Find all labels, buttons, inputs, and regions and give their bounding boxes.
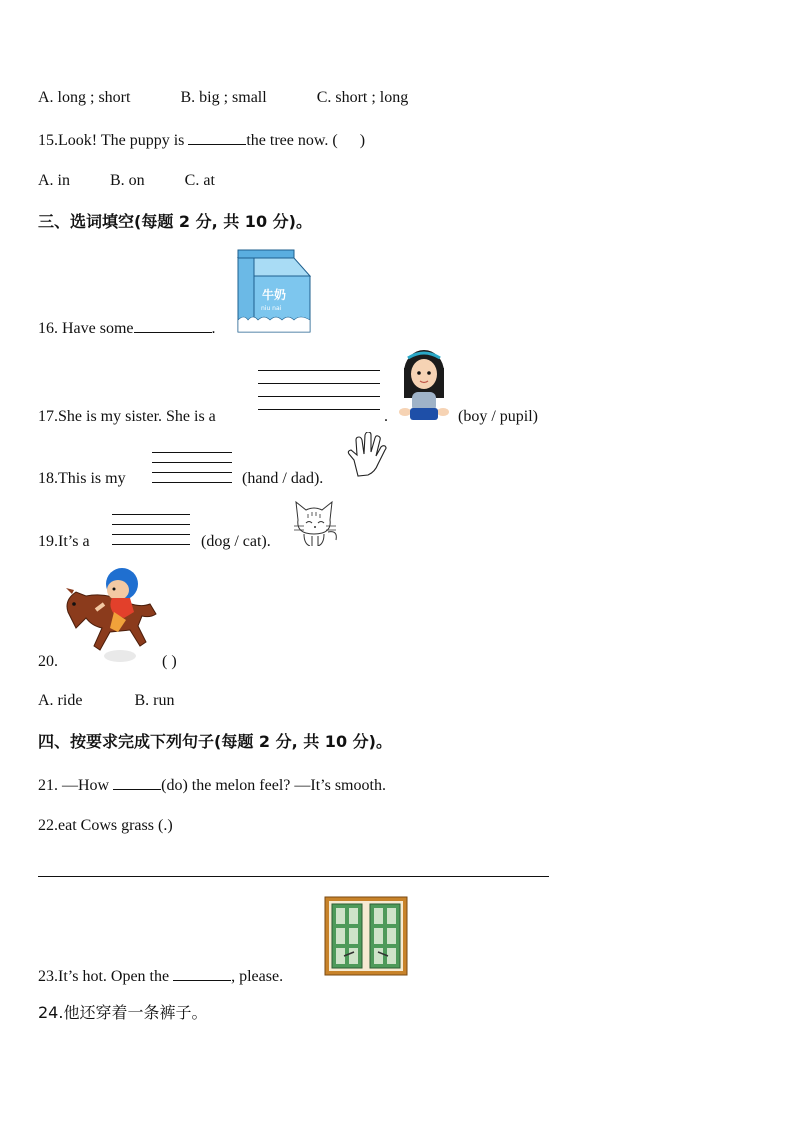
q20-option-b[interactable]: B. run	[134, 692, 175, 709]
q16-blank[interactable]	[134, 318, 212, 333]
q16-question: 16. Have some .	[38, 320, 216, 337]
q21-blank[interactable]	[113, 775, 161, 790]
q15-blank[interactable]	[188, 130, 246, 145]
q15-option-c[interactable]: C. at	[184, 172, 215, 189]
section-4-heading: 四、按要求完成下列句子(每题 2 分, 共 10 分)。	[38, 732, 392, 751]
q19-question: 19.It’s a	[38, 533, 90, 550]
q18-question: 18.This is my	[38, 470, 126, 487]
q22-question: 22.eat Cows grass (.)	[38, 817, 173, 834]
q20-option-a[interactable]: A. ride	[38, 692, 83, 709]
girl-image	[398, 346, 450, 422]
q23-blank[interactable]	[173, 966, 231, 981]
q15-options	[38, 171, 215, 191]
q20-options	[38, 691, 174, 711]
q19-options: (dog / cat).	[201, 533, 271, 550]
boy-riding-horse-image	[60, 560, 158, 670]
milk-pinyin: niu nai	[261, 305, 282, 312]
q22-answer-line[interactable]	[38, 876, 549, 877]
q15-question: 15.Look! The puppy is the tree now. ( )	[38, 132, 366, 149]
q17-question: 17.She is my sister. She is a	[38, 408, 216, 425]
q23-question: 23.It’s hot. Open the , please.	[38, 968, 284, 985]
q14-option-a[interactable]: A. long ; short	[38, 89, 131, 106]
window-image	[324, 896, 408, 976]
q19-writing-lines[interactable]	[112, 514, 190, 545]
section-3-heading: 三、选词填空(每题 2 分, 共 10 分)。	[38, 212, 312, 231]
q18-writing-lines[interactable]	[152, 452, 232, 483]
q14-option-c[interactable]: C. short ; long	[316, 89, 409, 106]
q15-option-a[interactable]: A. in	[38, 172, 70, 189]
hand-image	[346, 432, 388, 480]
milk-label: 牛奶	[262, 288, 287, 302]
q20-number: 20.	[38, 653, 58, 670]
q17-writing-lines[interactable]	[258, 370, 380, 410]
q18-options: (hand / dad).	[242, 470, 324, 487]
milk-carton-image	[234, 248, 314, 334]
q24-question: 24.他还穿着一条裤子。	[38, 1003, 208, 1022]
q21-question: 21. —How (do) the melon feel? —It’s smooth.	[38, 777, 386, 794]
q17-options: (boy / pupil)	[458, 408, 538, 425]
q14-options	[38, 88, 408, 108]
cat-image	[290, 496, 340, 546]
q15-option-b[interactable]: B. on	[110, 172, 145, 189]
q14-option-b[interactable]: B. big ; small	[180, 89, 267, 106]
q20-answer-paren[interactable]: ( )	[162, 653, 177, 670]
